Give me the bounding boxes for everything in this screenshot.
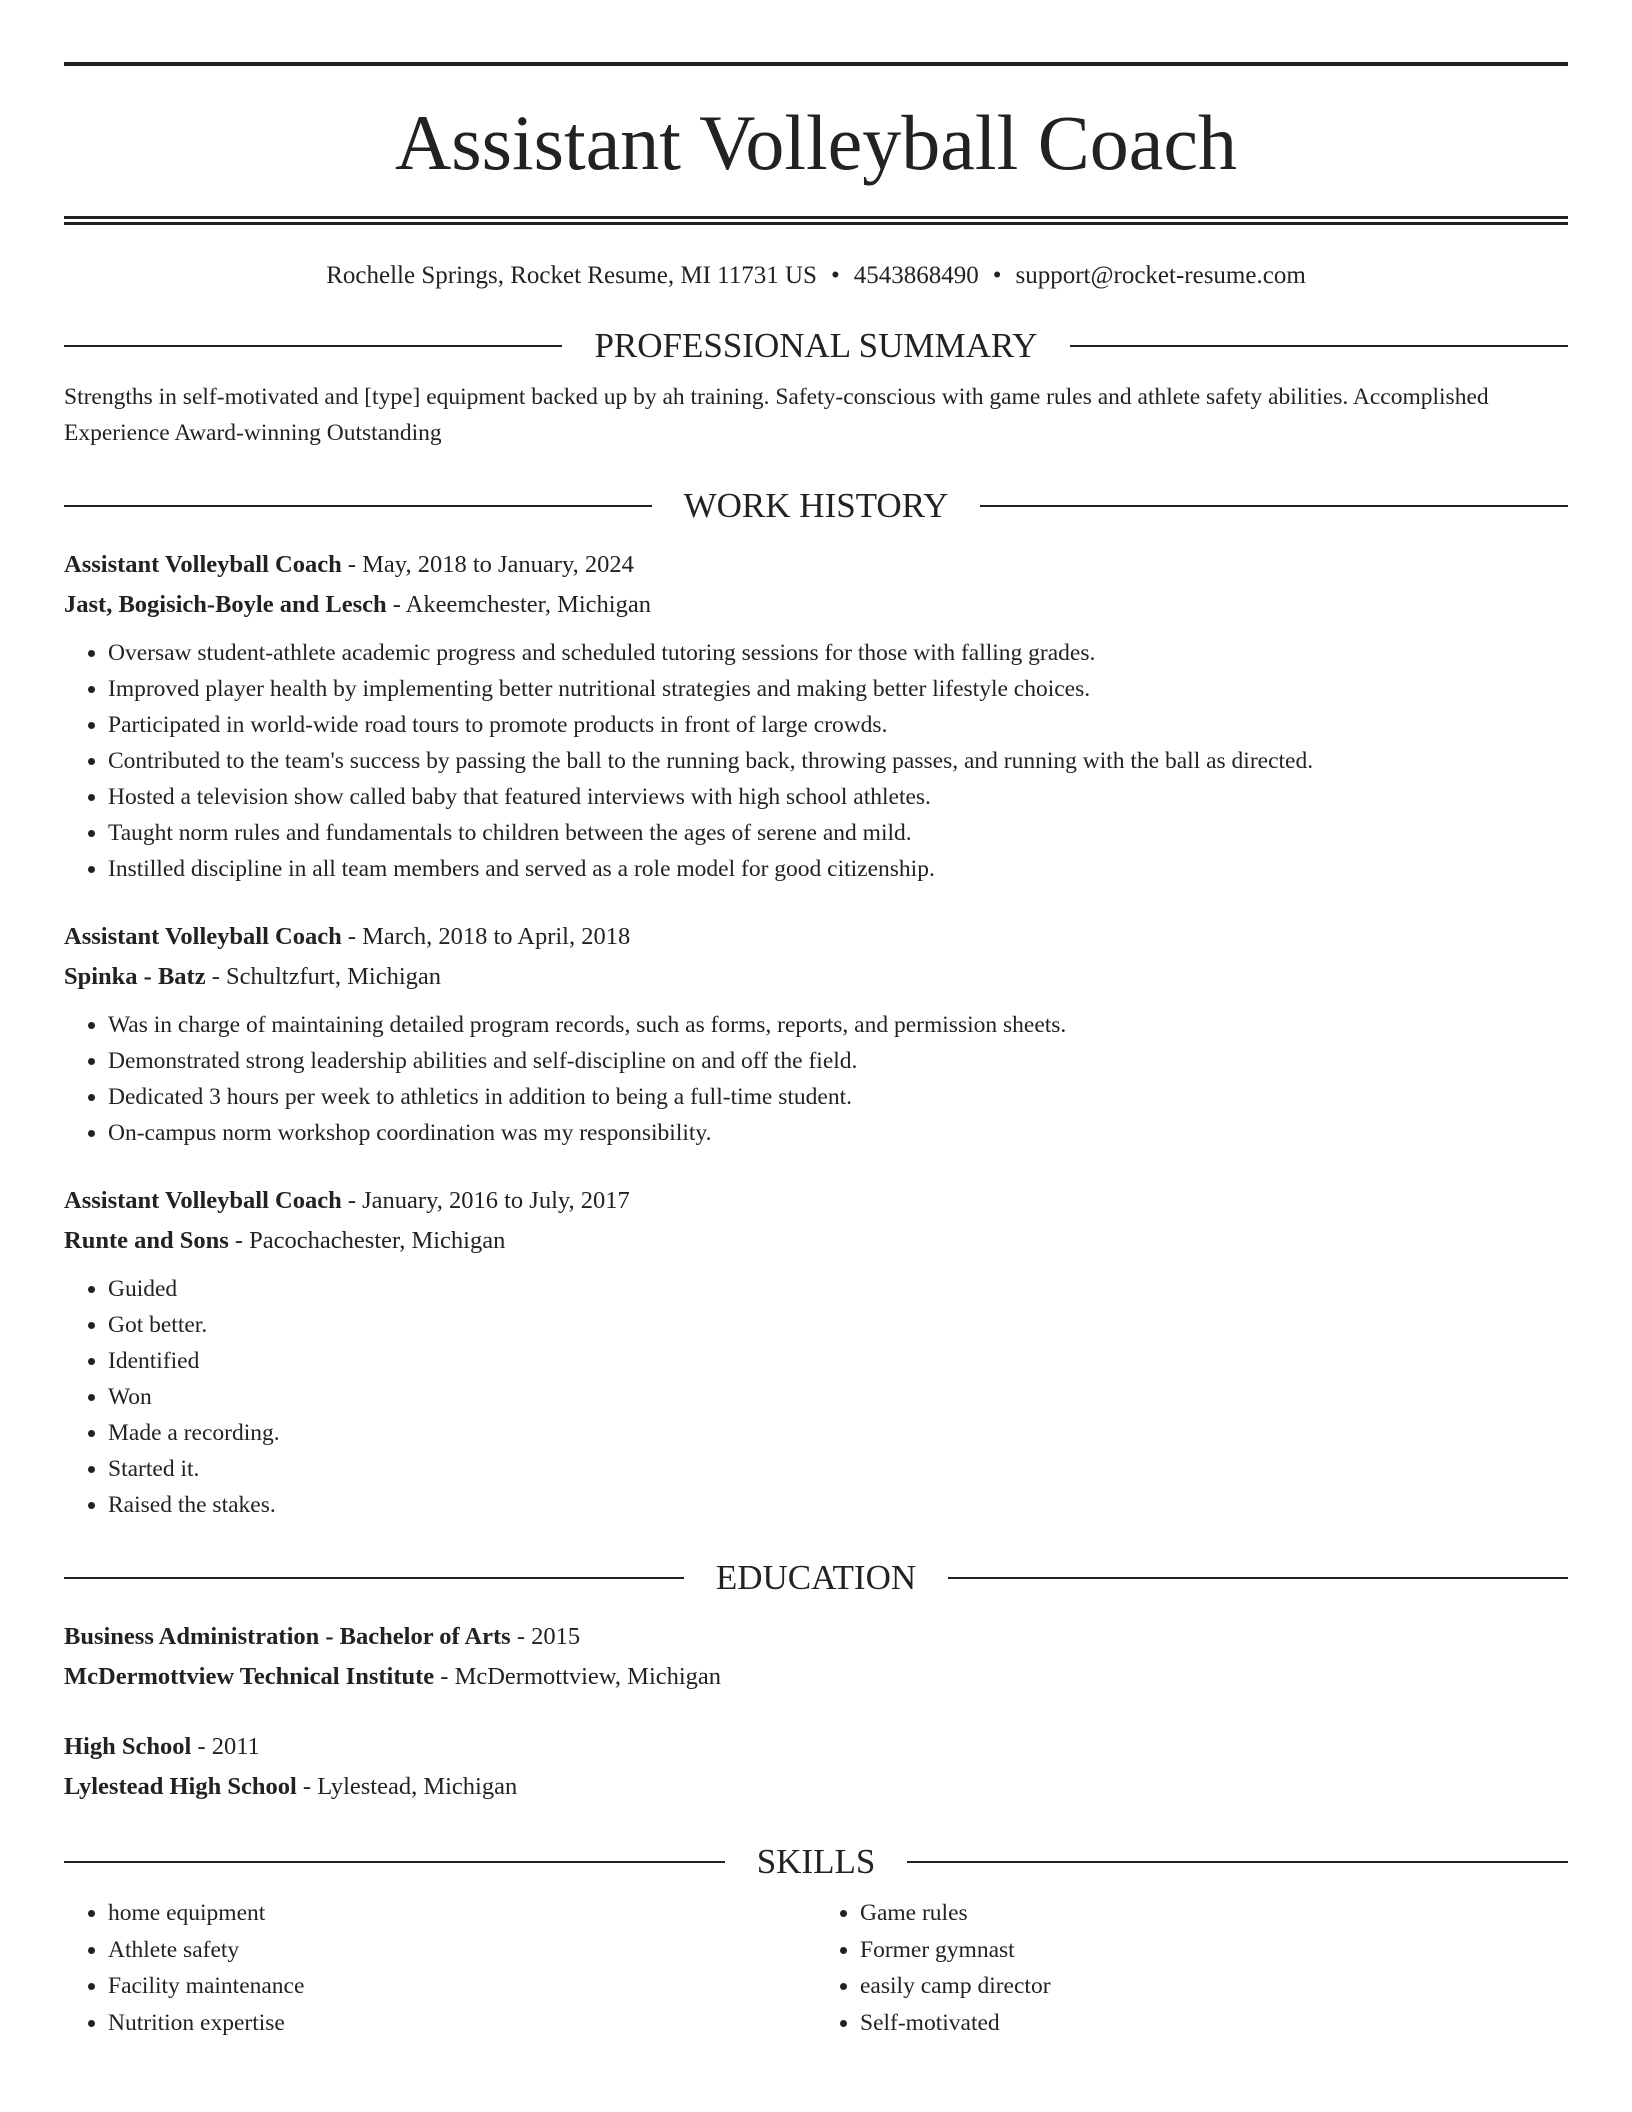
education-school: McDermottview Technical Institute: [64, 1663, 435, 1690]
job-company-line: [64, 585, 1568, 625]
skills-column-left: [64, 1895, 816, 2041]
list-item: • Started it.: [108, 1451, 1568, 1487]
list-item: • Identified: [108, 1343, 1568, 1379]
job-entry: [64, 545, 1568, 887]
list-item: • home equipment: [108, 1895, 816, 1932]
top-rule: [64, 62, 1568, 66]
education-location: - McDermottview, Michigan: [434, 1663, 722, 1690]
education-entry: [64, 1617, 1568, 1697]
education-entry: [64, 1727, 1568, 1807]
contact-separator: •: [830, 262, 840, 289]
resume-title: Assistant Volleyball Coach: [394, 99, 1238, 186]
job-company: Runte and Sons: [64, 1227, 229, 1254]
list-item: • Demonstrated strong leadership abilities and self-discipline on and off the field.: [108, 1043, 1568, 1079]
contact-address: Rochelle Springs, Rocket Resume, MI 11731 US: [326, 262, 817, 289]
heading-rule-left: [64, 345, 562, 347]
section-heading-skills: [64, 1841, 1568, 1883]
job-title: Assistant Volleyball Coach: [64, 551, 342, 578]
list-item: • Oversaw student-athlete academic progress and scheduled tutoring sessions for those with falling grades.: [108, 635, 1568, 671]
list-item: • Won: [108, 1379, 1568, 1415]
education-school-line: [64, 1657, 1568, 1697]
job-bullets: [64, 1271, 1568, 1523]
job-location: - Pacochachester, Michigan: [228, 1227, 506, 1254]
contact-line: [64, 261, 1568, 291]
section-heading-label: PROFESSIONAL SUMMARY: [594, 326, 1038, 365]
job-title-line: [64, 917, 1568, 957]
job-dates: - May, 2018 to January, 2024: [341, 551, 634, 578]
list-item: • Improved player health by implementing better nutritional strategies and making better lifestyle choices.: [108, 671, 1568, 707]
list-item: • Guided: [108, 1271, 1568, 1307]
contact-phone: 4543868490: [853, 262, 979, 289]
section-heading-label: SKILLS: [756, 1842, 876, 1881]
job-company: Jast, Bogisich-Boyle and Lesch: [64, 591, 387, 618]
list-item: • On-campus norm workshop coordination was my responsibility.: [108, 1115, 1568, 1151]
list-item: • Was in charge of maintaining detailed program records, such as forms, reports, and permission sheets.: [108, 1007, 1568, 1043]
list-item: • Instilled discipline in all team members and served as a role model for good citizenship.: [108, 851, 1568, 887]
education-school: Lylestead High School: [64, 1773, 297, 1800]
job-company: Spinka - Batz: [64, 963, 206, 990]
section-heading-work: [64, 485, 1568, 527]
list-item: • Game rules: [860, 1895, 1568, 1932]
list-item: • Nutrition expertise: [108, 2005, 816, 2042]
education-year: - 2011: [191, 1733, 260, 1760]
list-item: • Dedicated 3 hours per week to athletics in addition to being a full-time student.: [108, 1079, 1568, 1115]
job-entry: [64, 1181, 1568, 1523]
heading-rule-left: [64, 1861, 725, 1863]
section-heading-label: WORK HISTORY: [683, 486, 949, 525]
job-bullets: [64, 635, 1568, 887]
contact-separator: •: [992, 262, 1002, 289]
heading-rule-right: [948, 1577, 1568, 1579]
list-item: • easily camp director: [860, 1968, 1568, 2005]
list-item: • Taught norm rules and fundamentals to children between the ages of serene and mild.: [108, 815, 1568, 851]
section-heading-education: [64, 1557, 1568, 1599]
list-item: • Contributed to the team's success by passing the ball to the running back, throwing passes, and running with the ball as directed.: [108, 743, 1568, 779]
job-title: Assistant Volleyball Coach: [64, 1187, 342, 1214]
heading-rule-right: [907, 1861, 1568, 1863]
job-title-line: [64, 1181, 1568, 1221]
list-item: • Raised the stakes.: [108, 1487, 1568, 1523]
education-degree: High School: [64, 1733, 192, 1760]
skills-column-right: [816, 1895, 1568, 2041]
job-dates: - March, 2018 to April, 2018: [341, 923, 631, 950]
job-entry: [64, 917, 1568, 1151]
education-degree: Business Administration - Bachelor of Arts: [64, 1623, 511, 1650]
education-school-line: [64, 1767, 1568, 1807]
title-double-rule: [64, 216, 1568, 225]
heading-rule-left: [64, 1577, 684, 1579]
section-heading-label: EDUCATION: [715, 1558, 917, 1597]
job-location: - Akeemchester, Michigan: [386, 591, 651, 618]
job-bullets: [64, 1007, 1568, 1151]
list-item: • Made a recording.: [108, 1415, 1568, 1451]
list-item: • Athlete safety: [108, 1932, 816, 1969]
section-heading-summary: [64, 325, 1568, 367]
contact-email: support@rocket-resume.com: [1015, 262, 1306, 289]
list-item: • Got better.: [108, 1307, 1568, 1343]
education-location: - Lylestead, Michigan: [296, 1773, 518, 1800]
list-item: • Self-motivated: [860, 2005, 1568, 2042]
education-degree-line: [64, 1617, 1568, 1657]
summary-text: Strengths in self-motivated and [type] equipment backed up by ah training. Safety-conscious with game rules and athlete safety abilities. Accomplished Experience Award-winning Outstanding: [64, 384, 1489, 446]
list-item: • Former gymnast: [860, 1932, 1568, 1969]
education-year: - 2015: [510, 1623, 581, 1650]
job-dates: - January, 2016 to July, 2017: [341, 1187, 630, 1214]
job-location: - Schultzfurt, Michigan: [205, 963, 442, 990]
list-item: • Participated in world-wide road tours to promote products in front of large crowds.: [108, 707, 1568, 743]
heading-rule-right: [1070, 345, 1568, 347]
list-item: • Facility maintenance: [108, 1968, 816, 2005]
job-title: Assistant Volleyball Coach: [64, 923, 342, 950]
skills-list: [64, 1895, 1568, 2041]
job-title-line: [64, 545, 1568, 585]
list-item: • Hosted a television show called baby that featured interviews with high school athletes.: [108, 779, 1568, 815]
education-degree-line: [64, 1727, 1568, 1767]
job-company-line: [64, 957, 1568, 997]
heading-rule-right: [980, 505, 1568, 507]
job-company-line: [64, 1221, 1568, 1261]
heading-rule-left: [64, 505, 652, 507]
